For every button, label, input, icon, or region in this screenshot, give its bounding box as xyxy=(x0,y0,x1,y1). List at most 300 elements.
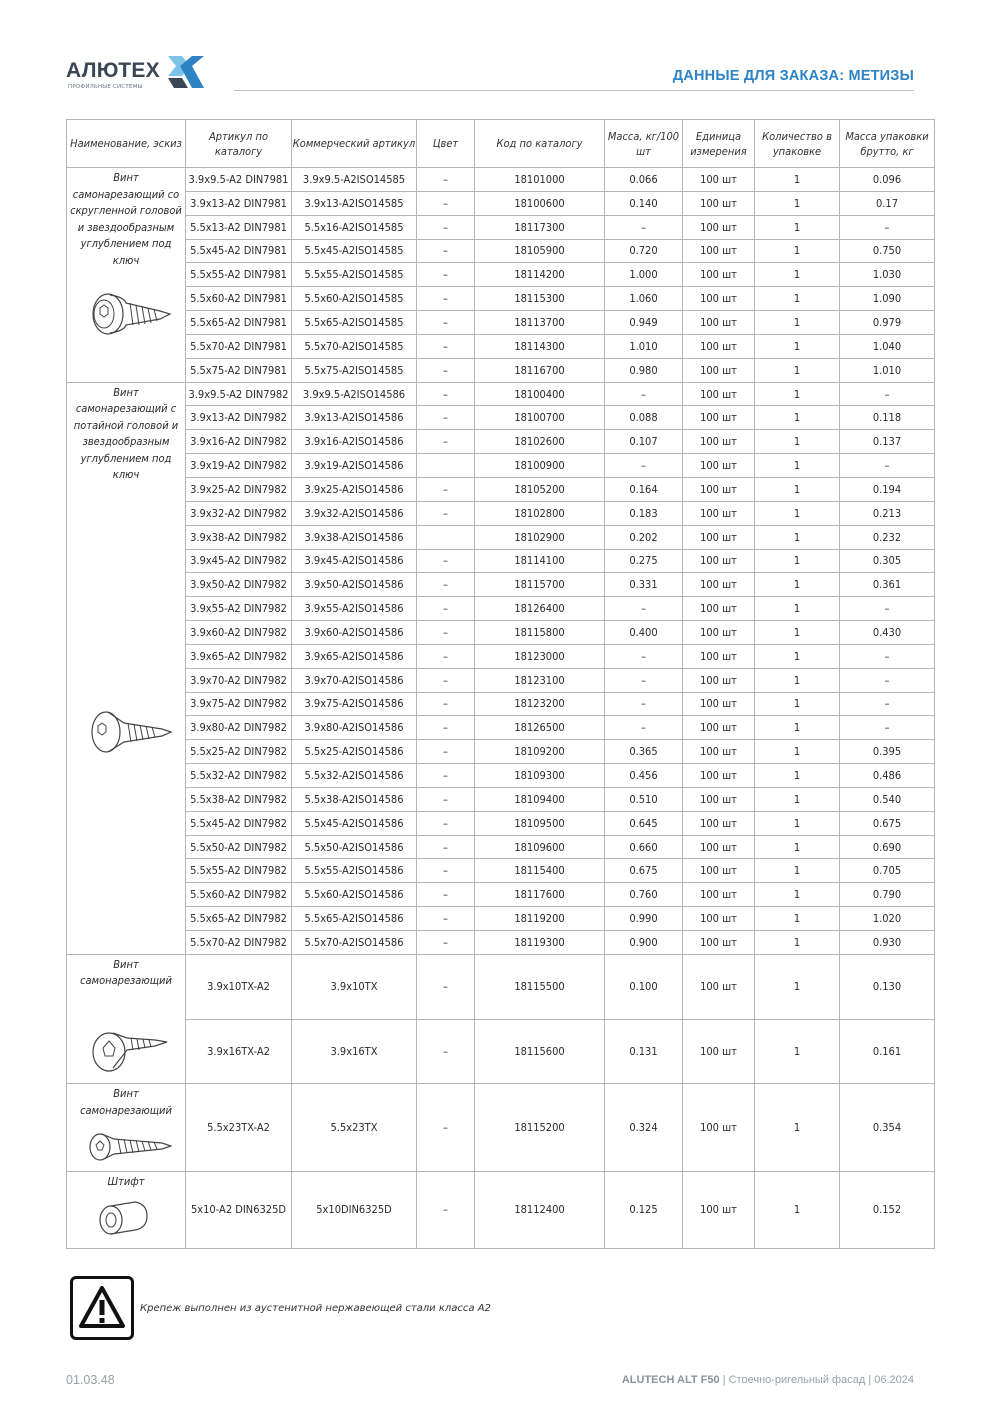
item-name-cell xyxy=(67,1171,186,1248)
warning-icon xyxy=(73,1279,131,1337)
table-cell: 3.9x55-A2 DIN7982 xyxy=(186,597,292,621)
table-cell: 18100400 xyxy=(475,382,605,406)
table-cell: 1 xyxy=(755,263,840,287)
table-cell: 0.705 xyxy=(840,859,935,883)
table-cell: 18115300 xyxy=(475,287,605,311)
table-cell: 0.400 xyxy=(605,621,683,645)
table-cell: 0.096 xyxy=(840,168,935,192)
table-cell: 1 xyxy=(755,549,840,573)
table-cell: 18115500 xyxy=(475,954,605,1019)
table-cell: 100 шт xyxy=(683,287,755,311)
table-cell: – xyxy=(417,859,475,883)
item-name: Винт самонарезающий xyxy=(80,957,172,988)
table-header-row xyxy=(67,120,935,168)
table-cell: 1 xyxy=(755,668,840,692)
table-cell: 0.354 xyxy=(840,1084,935,1172)
page-number: 01.03.48 xyxy=(66,1373,115,1387)
table-cell: 0.690 xyxy=(840,835,935,859)
table-cell: 3.9x50-A2 DIN7982 xyxy=(186,573,292,597)
note-text: Крепеж выполнен из аустенитной нержавеющей стали класса А2 xyxy=(140,1303,491,1314)
table-cell: 1 xyxy=(755,764,840,788)
table-row xyxy=(67,859,935,883)
table-cell: 0.183 xyxy=(605,501,683,525)
table-cell: 0.675 xyxy=(605,859,683,883)
table-cell: 5.5x25-A2ISO14586 xyxy=(292,740,417,764)
table-cell: 5.5x70-A2ISO14585 xyxy=(292,334,417,358)
table-cell: – xyxy=(840,716,935,740)
table-cell: 1.040 xyxy=(840,334,935,358)
warning-box xyxy=(70,1276,134,1340)
table-cell: 100 шт xyxy=(683,430,755,454)
item-name-cell xyxy=(67,1084,186,1172)
table-cell: 0.486 xyxy=(840,764,935,788)
table-cell: – xyxy=(417,954,475,1019)
table-cell: 3.9x80-A2 DIN7982 xyxy=(186,716,292,740)
table-cell: 5.5x70-A2 DIN7981 xyxy=(186,334,292,358)
table-cell: 100 шт xyxy=(683,907,755,931)
table-cell: – xyxy=(417,549,475,573)
table-cell: 1 xyxy=(755,454,840,478)
table-cell: 100 шт xyxy=(683,573,755,597)
table-cell: 3.9x32-A2ISO14586 xyxy=(292,501,417,525)
table-cell: 3.9x10TX-A2 xyxy=(186,954,292,1019)
footer-separator: | xyxy=(868,1374,872,1386)
table-row xyxy=(67,597,935,621)
table-cell: 3.9x25-A2 DIN7982 xyxy=(186,477,292,501)
table-cell: 0.900 xyxy=(605,931,683,955)
table-cell: 18114100 xyxy=(475,549,605,573)
table-cell: 0.980 xyxy=(605,358,683,382)
table-cell: 3.9x80-A2ISO14586 xyxy=(292,716,417,740)
table-row xyxy=(67,740,935,764)
table-cell: 1 xyxy=(755,239,840,263)
table-cell: 5.5x75-A2ISO14585 xyxy=(292,358,417,382)
table-cell: 5.5x65-A2 DIN7982 xyxy=(186,907,292,931)
table-cell: 100 шт xyxy=(683,1171,755,1248)
table-cell: 1 xyxy=(755,740,840,764)
table-cell: 100 шт xyxy=(683,692,755,716)
table-cell: 100 шт xyxy=(683,215,755,239)
tx-screw-sketch xyxy=(67,1018,185,1084)
table-cell: 18101000 xyxy=(475,168,605,192)
item-name-cell xyxy=(67,954,186,1084)
footer-product: ALUTECH ALT F50 xyxy=(621,1374,720,1386)
table-cell: 0.675 xyxy=(840,811,935,835)
table-cell: 1 xyxy=(755,287,840,311)
table-cell: 1 xyxy=(755,1084,840,1172)
table-cell: 100 шт xyxy=(683,1084,755,1172)
table-cell: 1 xyxy=(755,501,840,525)
item-name: Винт самонарезающий xyxy=(80,1087,172,1117)
table-cell xyxy=(417,454,475,478)
column-header: Код по каталогу xyxy=(475,120,605,168)
table-cell: 0.456 xyxy=(605,764,683,788)
table-cell: 100 шт xyxy=(683,525,755,549)
column-header: Коммерческий артикул xyxy=(292,120,417,168)
table-cell: 3.9x19-A2ISO14586 xyxy=(292,454,417,478)
table-cell: – xyxy=(417,907,475,931)
table-cell: 18117300 xyxy=(475,215,605,239)
table-row xyxy=(67,883,935,907)
page-header xyxy=(66,50,914,94)
table-cell: 5.5x45-A2 DIN7982 xyxy=(186,811,292,835)
table-cell: 5.5x65-A2ISO14585 xyxy=(292,311,417,335)
fasteners-table xyxy=(66,119,935,1249)
table-cell: 3.9x13-A2 DIN7981 xyxy=(186,191,292,215)
table-cell: 18119200 xyxy=(475,907,605,931)
table-cell: 5.5x55-A2ISO14585 xyxy=(292,263,417,287)
table-cell: 0.107 xyxy=(605,430,683,454)
table-cell: – xyxy=(417,740,475,764)
table-cell: 3.9x9.5-A2ISO14585 xyxy=(292,168,417,192)
table-cell: 0.137 xyxy=(840,430,935,454)
table-cell: – xyxy=(417,573,475,597)
table-cell: – xyxy=(840,597,935,621)
table-cell: 1 xyxy=(755,1171,840,1248)
table-cell: 100 шт xyxy=(683,549,755,573)
table-cell: – xyxy=(840,382,935,406)
table-cell: – xyxy=(417,787,475,811)
table-cell: 0.066 xyxy=(605,168,683,192)
table-cell: 5.5x70-A2 DIN7982 xyxy=(186,931,292,955)
table-row xyxy=(67,716,935,740)
table-cell: 18105900 xyxy=(475,239,605,263)
page-title: ДАННЫЕ ДЛЯ ЗАКАЗА: МЕТИЗЫ xyxy=(672,68,914,84)
table-cell: – xyxy=(417,811,475,835)
table-cell: 5.5x70-A2ISO14586 xyxy=(292,931,417,955)
column-header: Единица измерения xyxy=(683,120,755,168)
table-cell: 100 шт xyxy=(683,454,755,478)
table-cell: – xyxy=(417,716,475,740)
table-cell: 100 шт xyxy=(683,835,755,859)
table-cell: 3.9x13-A2ISO14586 xyxy=(292,406,417,430)
table-cell: 1 xyxy=(755,311,840,335)
table-cell: 1.000 xyxy=(605,263,683,287)
table-cell: 5.5x45-A2ISO14586 xyxy=(292,811,417,835)
table-cell: – xyxy=(417,239,475,263)
table-row xyxy=(67,668,935,692)
table-cell: 0.305 xyxy=(840,549,935,573)
table-row xyxy=(67,168,935,192)
table-row xyxy=(67,835,935,859)
table-row xyxy=(67,334,935,358)
table-cell: 3.9x16TX xyxy=(292,1019,417,1084)
column-header: Масса, кг/100 шт xyxy=(605,120,683,168)
table-cell: – xyxy=(417,406,475,430)
table-cell: 5.5x50-A2 DIN7982 xyxy=(186,835,292,859)
table-cell: 18100600 xyxy=(475,191,605,215)
table-cell: 18115400 xyxy=(475,859,605,883)
table-cell: 100 шт xyxy=(683,406,755,430)
table-cell: 100 шт xyxy=(683,334,755,358)
table-cell: 5.5x65-A2 DIN7981 xyxy=(186,311,292,335)
table-cell: 5.5x65-A2ISO14586 xyxy=(292,907,417,931)
table-cell: 5.5x60-A2ISO14586 xyxy=(292,883,417,907)
table-cell: 18102800 xyxy=(475,501,605,525)
table-cell: – xyxy=(605,215,683,239)
table-cell: 1 xyxy=(755,382,840,406)
table-row xyxy=(67,573,935,597)
table-row xyxy=(67,239,935,263)
table-cell: 1 xyxy=(755,931,840,955)
table-cell: 18102600 xyxy=(475,430,605,454)
table-cell: 1 xyxy=(755,215,840,239)
table-row xyxy=(67,191,935,215)
table-cell: 0.540 xyxy=(840,787,935,811)
table-row xyxy=(67,525,935,549)
table-cell: 1.020 xyxy=(840,907,935,931)
table-cell: 1 xyxy=(755,430,840,454)
table-cell: 18109400 xyxy=(475,787,605,811)
table-cell: 5.5x32-A2 DIN7982 xyxy=(186,764,292,788)
table-cell: 3.9x60-A2 DIN7982 xyxy=(186,621,292,645)
table-cell: 18115600 xyxy=(475,1019,605,1084)
table-cell: 3.9x38-A2 DIN7982 xyxy=(186,525,292,549)
pan-head-torx-screw-sketch xyxy=(67,281,185,353)
table-cell: – xyxy=(417,668,475,692)
table-cell: 0.232 xyxy=(840,525,935,549)
table-cell: 100 шт xyxy=(683,358,755,382)
table-cell: – xyxy=(417,382,475,406)
table-cell: 0.949 xyxy=(605,311,683,335)
table-row xyxy=(67,430,935,454)
table-cell: – xyxy=(417,215,475,239)
table-cell: 0.125 xyxy=(605,1171,683,1248)
table-cell: 3.9x9.5-A2 DIN7981 xyxy=(186,168,292,192)
table-cell: 0.979 xyxy=(840,311,935,335)
table-cell: – xyxy=(605,382,683,406)
table-cell: 1 xyxy=(755,334,840,358)
table-cell: 100 шт xyxy=(683,501,755,525)
table-cell: 18109200 xyxy=(475,740,605,764)
table-cell: 1 xyxy=(755,859,840,883)
table-cell: 5x10DIN6325D xyxy=(292,1171,417,1248)
table-cell: 100 шт xyxy=(683,191,755,215)
table-cell: – xyxy=(417,1171,475,1248)
table-cell: 18116700 xyxy=(475,358,605,382)
table-cell: 3.9x16-A2 DIN7982 xyxy=(186,430,292,454)
table-cell: 18126500 xyxy=(475,716,605,740)
table-cell: 0.790 xyxy=(840,883,935,907)
table-cell: 3.9x65-A2 DIN7982 xyxy=(186,644,292,668)
table-cell: 100 шт xyxy=(683,740,755,764)
table-cell: 5.5x23TX xyxy=(292,1084,417,1172)
table-cell: – xyxy=(417,931,475,955)
column-header: Цвет xyxy=(417,120,475,168)
table-cell: – xyxy=(605,597,683,621)
table-cell: 5.5x60-A2 DIN7982 xyxy=(186,883,292,907)
table-row xyxy=(67,263,935,287)
table-cell: 0.100 xyxy=(605,954,683,1019)
table-cell: 1.010 xyxy=(840,358,935,382)
countersunk-torx-screw-sketch xyxy=(67,699,185,771)
table-cell: 0.17 xyxy=(840,191,935,215)
table-cell: 0.324 xyxy=(605,1084,683,1172)
table-cell: – xyxy=(417,477,475,501)
table-cell: 1 xyxy=(755,525,840,549)
table-cell: – xyxy=(417,764,475,788)
table-cell: 1 xyxy=(755,787,840,811)
table-cell: 5.5x13-A2 DIN7981 xyxy=(186,215,292,239)
column-header: Масса упаковки брутто, кг xyxy=(840,120,935,168)
table-cell: 100 шт xyxy=(683,764,755,788)
table-row xyxy=(67,644,935,668)
table-cell: 1 xyxy=(755,597,840,621)
table-cell: 18105200 xyxy=(475,477,605,501)
table-row xyxy=(67,621,935,645)
table-cell: 0.213 xyxy=(840,501,935,525)
item-name: Винт самонарезающий со скругленной головой и звездообразным углублением под ключ xyxy=(70,171,182,267)
table-row xyxy=(67,1171,935,1248)
table-cell: 18123000 xyxy=(475,644,605,668)
table-cell: 18123200 xyxy=(475,692,605,716)
table-cell: 1 xyxy=(755,644,840,668)
table-cell: – xyxy=(605,716,683,740)
table-cell: 0.510 xyxy=(605,787,683,811)
table-cell: – xyxy=(417,334,475,358)
table-cell: 100 шт xyxy=(683,168,755,192)
table-cell: 0.645 xyxy=(605,811,683,835)
table-row xyxy=(67,358,935,382)
table-cell: 5.5x32-A2ISO14586 xyxy=(292,764,417,788)
table-cell: 3.9x65-A2ISO14586 xyxy=(292,644,417,668)
brand-logo xyxy=(66,50,246,94)
table-cell: 1 xyxy=(755,621,840,645)
table-cell: – xyxy=(840,668,935,692)
table-cell: 0.118 xyxy=(840,406,935,430)
table-cell: 5.5x60-A2ISO14585 xyxy=(292,287,417,311)
table-cell: 100 шт xyxy=(683,811,755,835)
table-cell: 100 шт xyxy=(683,644,755,668)
table-cell: 5.5x75-A2 DIN7981 xyxy=(186,358,292,382)
table-cell: 100 шт xyxy=(683,954,755,1019)
table-cell: – xyxy=(417,835,475,859)
table-cell: – xyxy=(417,597,475,621)
table-cell: 0.202 xyxy=(605,525,683,549)
table-cell: – xyxy=(417,621,475,645)
header-rule xyxy=(234,90,914,91)
table-cell: 100 шт xyxy=(683,931,755,955)
table-cell: 5.5x45-A2ISO14585 xyxy=(292,239,417,263)
table-cell: 0.152 xyxy=(840,1171,935,1248)
table-cell: 0.161 xyxy=(840,1019,935,1084)
table-cell: 1 xyxy=(755,168,840,192)
table-cell: – xyxy=(605,692,683,716)
table-row xyxy=(67,406,935,430)
table-cell: 18119300 xyxy=(475,931,605,955)
table-cell: 100 шт xyxy=(683,382,755,406)
column-header: Количество в упаковке xyxy=(755,120,840,168)
table-row xyxy=(67,954,935,1019)
table-cell: – xyxy=(417,1019,475,1084)
table-cell: 18123100 xyxy=(475,668,605,692)
table-cell: – xyxy=(417,168,475,192)
brand-tagline: ПРОФИЛЬНЫЕ СИСТЕМЫ xyxy=(68,84,143,90)
table-cell: 1 xyxy=(755,1019,840,1084)
table-cell: 100 шт xyxy=(683,883,755,907)
table-cell: 5.5x55-A2ISO14586 xyxy=(292,859,417,883)
table-cell: 3.9x16-A2ISO14586 xyxy=(292,430,417,454)
table-cell: 5.5x45-A2 DIN7981 xyxy=(186,239,292,263)
table-row xyxy=(67,931,935,955)
table-cell: 100 шт xyxy=(683,263,755,287)
table-cell: 3.9x45-A2 DIN7982 xyxy=(186,549,292,573)
table-cell: 1 xyxy=(755,573,840,597)
table-cell: 3.9x45-A2ISO14586 xyxy=(292,549,417,573)
brand-name: АЛЮТЕХ xyxy=(66,59,160,82)
table-cell: 0.130 xyxy=(840,954,935,1019)
table-cell: 0.131 xyxy=(605,1019,683,1084)
table-cell: 5.5x55-A2 DIN7981 xyxy=(186,263,292,287)
table-cell: 3.9x75-A2 DIN7982 xyxy=(186,692,292,716)
table-cell: 18112400 xyxy=(475,1171,605,1248)
table-cell: 1 xyxy=(755,835,840,859)
table-cell: 100 шт xyxy=(683,1019,755,1084)
table-cell: 0.164 xyxy=(605,477,683,501)
table-cell: 0.194 xyxy=(840,477,935,501)
table-cell: 18115200 xyxy=(475,1084,605,1172)
table-cell: 0.720 xyxy=(605,239,683,263)
table-cell: 3.9x70-A2 DIN7982 xyxy=(186,668,292,692)
table-cell: 18102900 xyxy=(475,525,605,549)
table-row xyxy=(67,287,935,311)
column-header: Наименование, эскиз xyxy=(67,120,186,168)
table-row xyxy=(67,787,935,811)
table-cell: 3.9x19-A2 DIN7982 xyxy=(186,454,292,478)
table-row xyxy=(67,454,935,478)
table-cell: – xyxy=(417,263,475,287)
table-cell: – xyxy=(417,287,475,311)
table-cell: 0.750 xyxy=(840,239,935,263)
table-cell: 100 шт xyxy=(683,597,755,621)
table-cell: 1 xyxy=(755,716,840,740)
footer-subtitle: Стоечно-ригельный фасад xyxy=(728,1374,866,1386)
table-cell: 18115700 xyxy=(475,573,605,597)
brand-mark-icon xyxy=(166,54,206,90)
table-cell: 18100700 xyxy=(475,406,605,430)
long-tx-screw-sketch xyxy=(67,1121,185,1171)
table-cell: – xyxy=(605,668,683,692)
table-row xyxy=(67,501,935,525)
table-cell: 5.5x38-A2ISO14586 xyxy=(292,787,417,811)
table-cell: 3.9x13-A2 DIN7982 xyxy=(186,406,292,430)
table-row xyxy=(67,811,935,835)
table-cell: 3.9x60-A2ISO14586 xyxy=(292,621,417,645)
table-cell: 5.5x23TX-A2 xyxy=(186,1084,292,1172)
table-cell: 5.5x38-A2 DIN7982 xyxy=(186,787,292,811)
table-cell: 100 шт xyxy=(683,239,755,263)
table-cell: 18109300 xyxy=(475,764,605,788)
table-cell: 3.9x9.5-A2 DIN7982 xyxy=(186,382,292,406)
table-cell: 100 шт xyxy=(683,859,755,883)
table-cell: 100 шт xyxy=(683,311,755,335)
table-row xyxy=(67,692,935,716)
table-cell: 18109600 xyxy=(475,835,605,859)
item-name-cell xyxy=(67,168,186,383)
table-cell: 3.9x50-A2ISO14586 xyxy=(292,573,417,597)
table-cell: 0.990 xyxy=(605,907,683,931)
table-cell: 0.760 xyxy=(605,883,683,907)
table-cell: 18117600 xyxy=(475,883,605,907)
table-cell: 5.5x25-A2 DIN7982 xyxy=(186,740,292,764)
table-cell: – xyxy=(417,644,475,668)
footer-separator: | xyxy=(722,1374,726,1386)
table-cell: 0.275 xyxy=(605,549,683,573)
table-cell: – xyxy=(840,692,935,716)
table-row xyxy=(67,907,935,931)
item-name: Винт самонарезающий с потайной головой и звездообразным углублением под ключ xyxy=(73,385,179,482)
table-cell: 1 xyxy=(755,907,840,931)
